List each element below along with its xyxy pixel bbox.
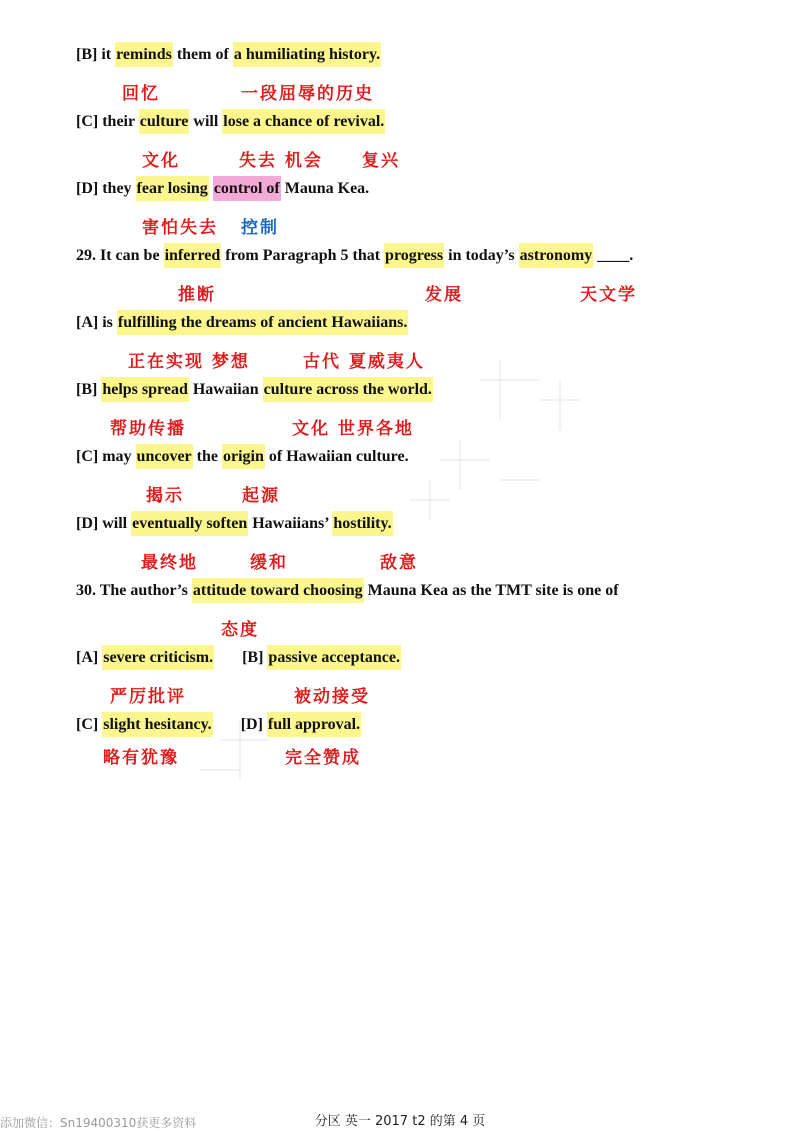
note-origin: 起源 [242,486,280,506]
highlighted-text: uncover [136,444,193,469]
watermark-text: 添加微信：Sn19400310获更多资料 [0,1116,197,1130]
question-30-stem [76,579,619,603]
text-segment: ____. [593,247,634,264]
note-slight-hesitancy: 略有犹豫 [103,748,179,768]
text-segment: [B] it [76,46,116,63]
highlighted-text: eventually soften [131,511,248,536]
note-severe-criticism: 严厉批评 [110,687,186,707]
text-segment: the [192,448,222,465]
note-eventually: 最终地 [141,553,198,573]
highlighted-text: fulfilling the dreams of ancient Hawaiians. [117,310,409,335]
highlighted-text: full approval. [267,712,361,737]
option-29-b [76,378,433,402]
option-29-c [76,445,409,469]
note-soften: 缓和 [250,553,288,573]
option-29-a [76,311,408,335]
highlighted-text: progress [384,243,444,268]
note-huiyi: 回忆 [122,84,160,104]
text-segment: from Paragraph 5 that [221,247,385,264]
text-segment: [C] their [76,113,139,130]
options-30-c-d [76,713,361,737]
text-segment: [B] [214,649,268,666]
highlighted-text: astronomy [519,243,594,268]
highlighted-text: a humiliating history. [233,42,381,67]
text-segment: [A] [76,649,103,666]
text-segment: will [189,113,223,130]
note-fulfilling-dreams: 正在实现 梦想 [128,352,250,372]
note-full-approval: 完全赞成 [285,748,361,768]
note-culture-world: 文化 世界各地 [292,419,414,439]
note-humiliating-history: 一段屈辱的历史 [241,84,374,104]
note-revival: 复兴 [362,151,400,171]
highlighted-text: culture [139,109,190,134]
options-30-a-b [76,646,401,670]
note-infer: 推断 [178,285,216,305]
note-ancient-hawaiians: 古代 夏威夷人 [303,352,425,372]
note-attitude: 态度 [221,620,259,640]
question-29-stem [76,244,633,268]
option-28-b [76,43,381,67]
note-hostility: 敌意 [380,553,418,573]
text-segment: in today’s [444,247,519,264]
note-fear-losing: 害怕失去 [142,218,218,238]
note-help-spread: 帮助传播 [110,419,186,439]
text-segment: Mauna Kea as the TMT site is one of [363,582,619,599]
note-passive-acceptance: 被动接受 [294,687,370,707]
note-control: 控制 [241,218,279,238]
text-segment: [C] [76,716,103,733]
highlighted-text: inferred [164,243,222,268]
highlighted-text: lose a chance of revival. [222,109,385,134]
highlighted-text: hostility. [332,511,392,536]
note-uncover: 揭示 [146,486,184,506]
text-segment: [A] is [76,314,117,331]
highlighted-text: helps spread [101,377,189,402]
text-segment: [C] may [76,448,136,465]
highlighted-text: fear losing [136,176,209,201]
highlighted-text: slight hesitancy. [102,712,212,737]
text-segment: Mauna Kea. [280,180,370,197]
highlighted-text: attitude toward choosing [192,578,364,603]
option-29-d [76,512,393,536]
text-segment: 30. The author’s [76,582,192,599]
page-footer: 分区 英一 2017 t2 的第 4 页 [314,1114,486,1129]
note-lose-chance: 失去 机会 [239,151,323,171]
text-segment: [B] [76,381,102,398]
text-segment: of Hawaiian culture. [264,448,409,465]
option-28-c [76,110,385,134]
highlighted-text: culture across the world. [263,377,433,402]
highlighted-text: reminds [115,42,173,67]
highlighted-text: severe criticism. [102,645,214,670]
text-segment: [D] [212,716,267,733]
text-segment: [D] will [76,515,132,532]
text-segment: 29. It can be [76,247,164,264]
text-segment: [D] they [76,180,136,197]
note-astronomy: 天文学 [580,285,637,305]
text-segment: them of [172,46,233,63]
note-progress: 发展 [425,285,463,305]
text-segment: Hawaiians’ [248,515,333,532]
highlighted-text: control of [213,176,281,201]
text-segment: Hawaiian [188,381,263,398]
highlighted-text: passive acceptance. [267,645,401,670]
option-28-d [76,177,369,201]
note-culture: 文化 [142,151,180,171]
highlighted-text: origin [222,444,265,469]
